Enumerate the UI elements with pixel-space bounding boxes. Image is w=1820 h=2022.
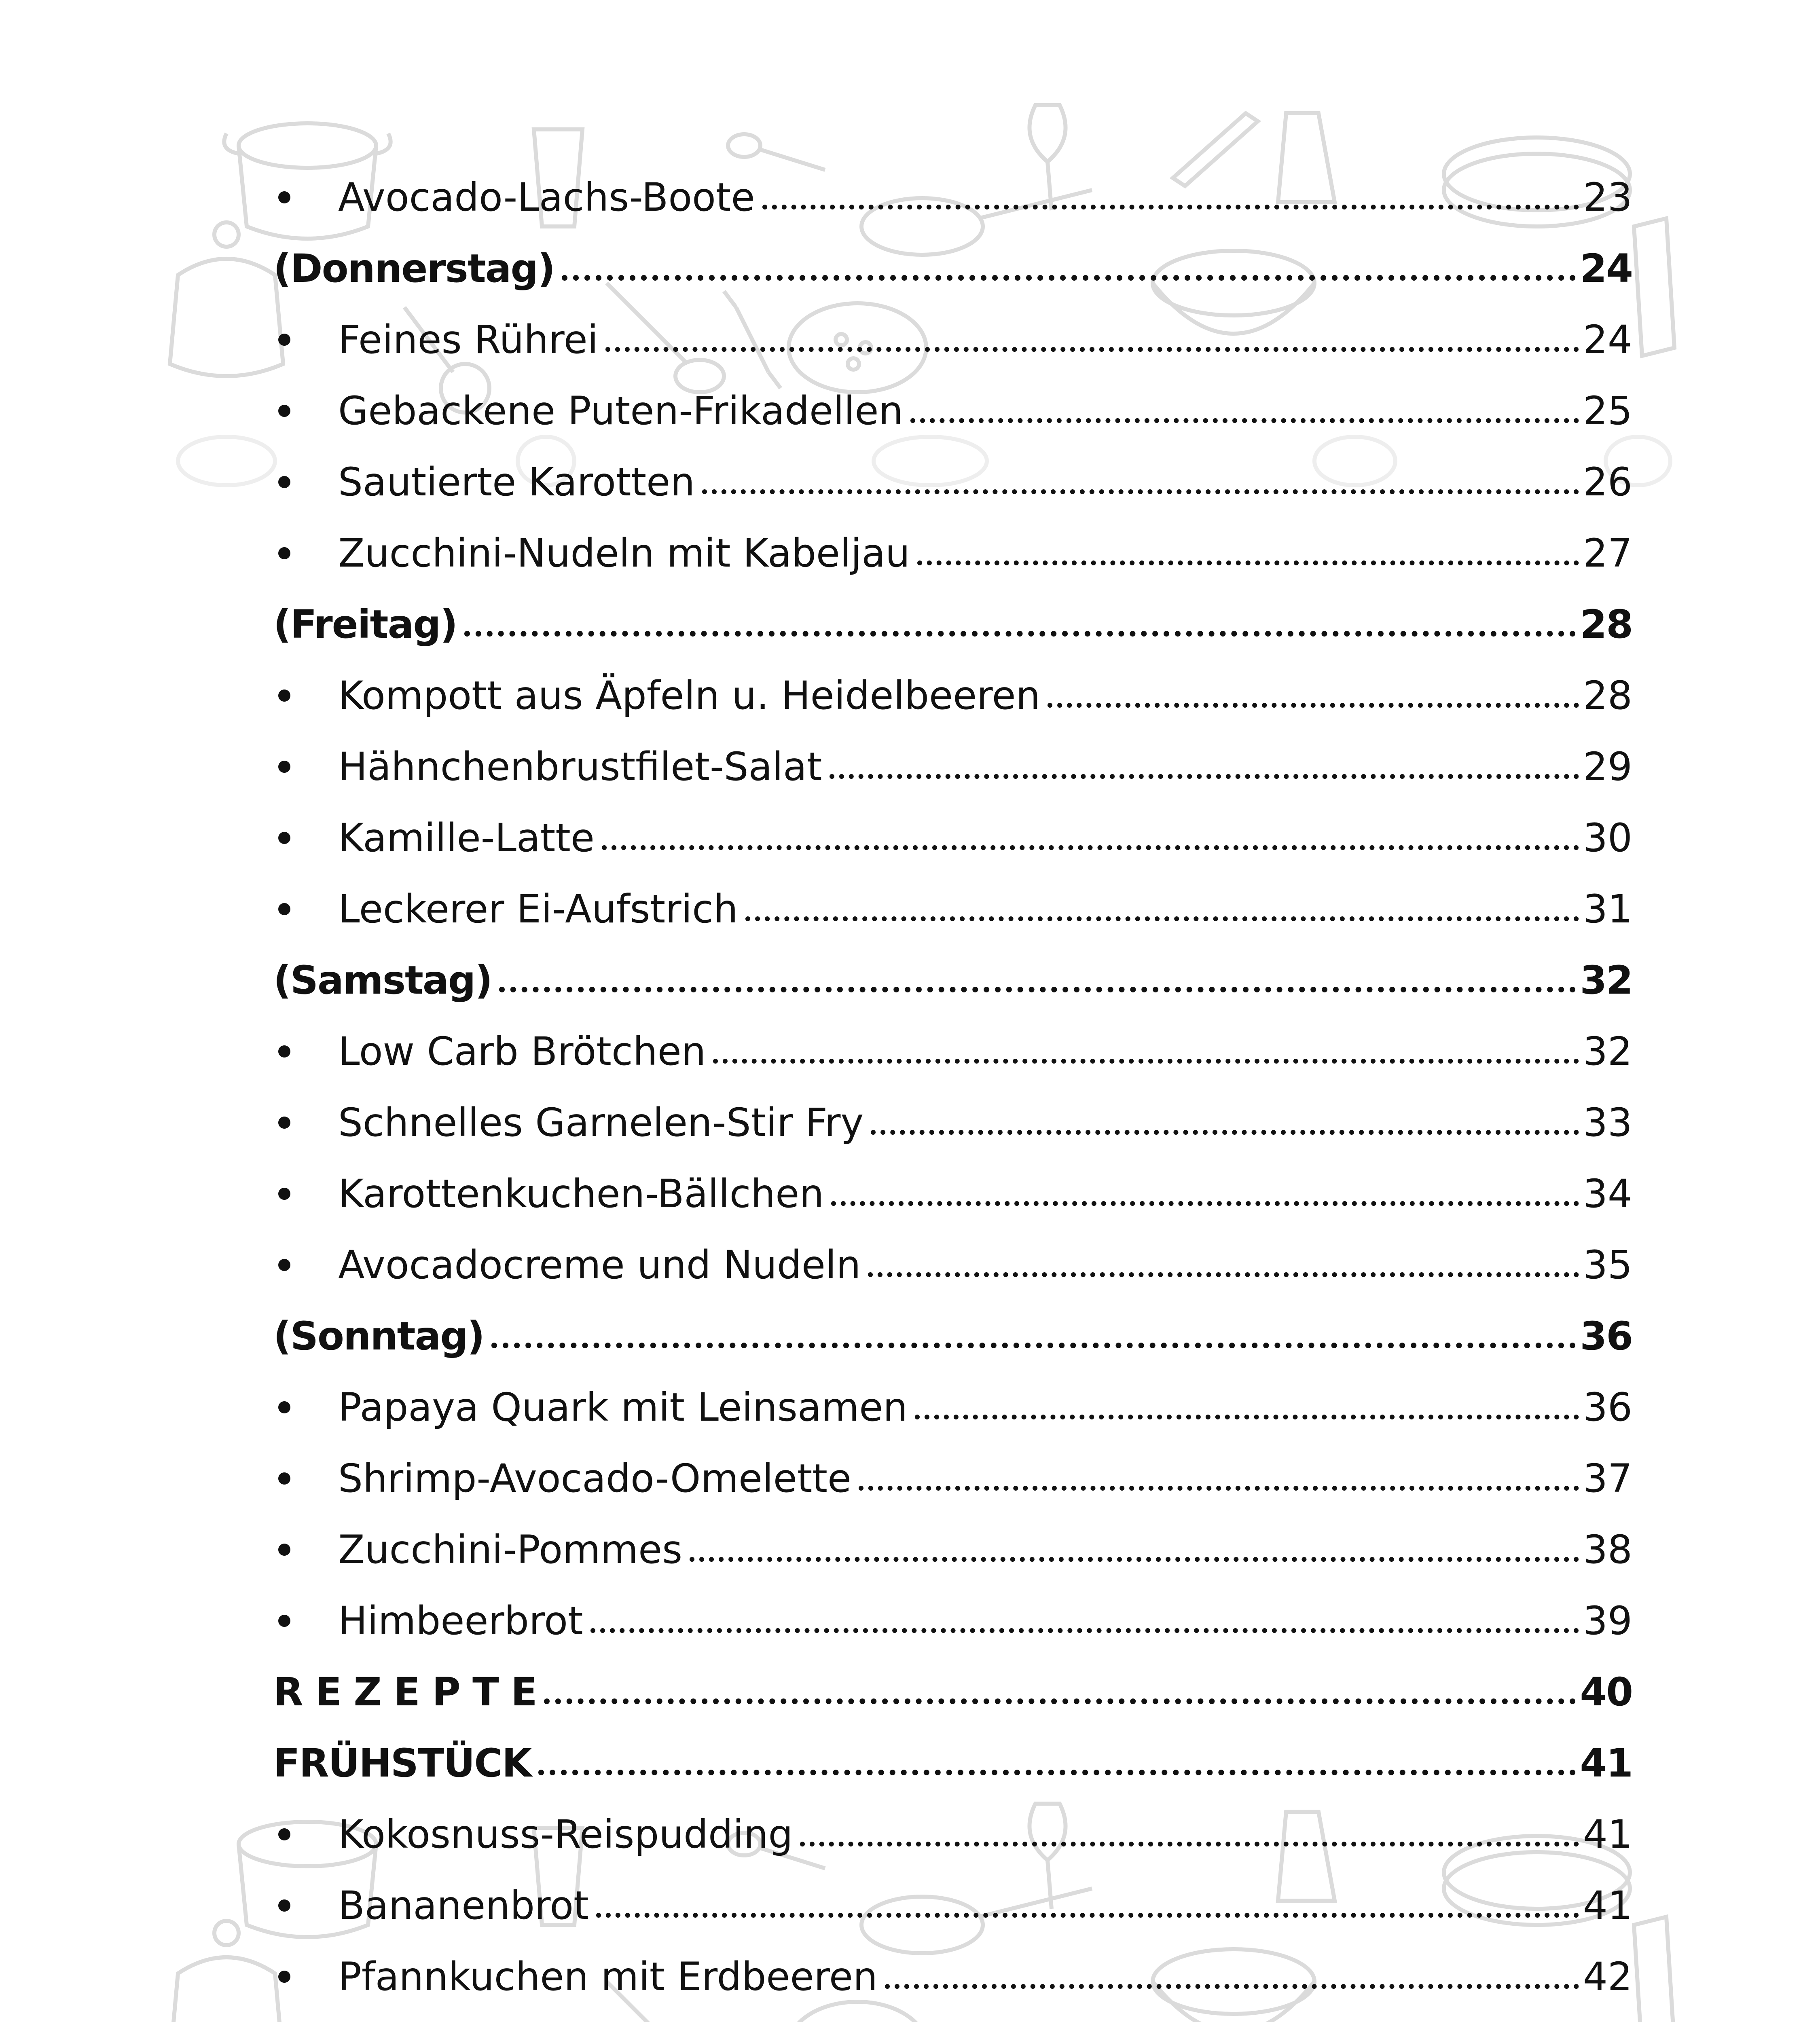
bullet-icon [278,1259,290,1271]
dot-leader [885,1984,1579,1989]
toc-entry-title: Pfannkuchen mit Erdbeeren [338,1954,878,1999]
toc-entry-page: 34 [1583,1171,1632,1216]
dot-leader [602,845,1579,850]
dot-leader [800,1842,1579,1846]
grater-icon [1634,218,1674,356]
bullet-icon [278,1615,290,1627]
toc-entry[interactable] [273,446,1632,518]
bullet-icon [278,1828,290,1840]
toc-entry-title: Zucchini-Pommes [338,1527,683,1572]
toc-entry-page: 23 [1583,175,1632,220]
toc-entry-page: 31 [1583,886,1632,932]
toc-entry-title: Low Carb Brötchen [338,1029,706,1074]
toc-entry-page: 36 [1583,1385,1632,1430]
sugar-bowl-icon [170,1921,283,2022]
bullet-icon [278,1188,290,1200]
bullet-icon [278,405,290,417]
toc-entry[interactable] [273,731,1632,802]
toc-entry-title: Bananenbrot [338,1883,589,1928]
toc-entry-page: 26 [1583,459,1632,505]
toc-entry[interactable] [273,1016,1632,1087]
dot-leader [868,1272,1579,1277]
bullet-icon [278,1401,290,1413]
bullet-icon [278,1899,290,1912]
toc-entry-title: Feines Rührei [338,317,599,362]
toc-entry[interactable] [273,162,1632,233]
toc-entry[interactable] [273,1799,1632,1870]
toc-section[interactable] [273,945,1632,1016]
toc-entry-title: Himbeerbrot [338,1598,583,1643]
bullet-icon [278,832,290,844]
dot-leader [590,1628,1579,1633]
toc-section[interactable] [273,1728,1632,1799]
toc-entry[interactable] [273,660,1632,731]
dot-leader [702,489,1579,494]
toc-entry[interactable] [273,1870,1632,1941]
dot-leader [605,347,1579,352]
bullet-icon [278,690,290,702]
toc-entry-page: 38 [1583,1527,1632,1572]
dot-leader [562,275,1576,281]
bullet-icon [278,476,290,488]
toc-section-page: 32 [1580,958,1632,1003]
toc-section-page: 24 [1580,246,1632,291]
toc-section-page: 41 [1580,1741,1632,1786]
toc-entry-title: Kamille-Latte [338,815,595,861]
toc-entry-title: Gebackene Puten-Frikadellen [338,388,904,434]
toc-entry[interactable] [273,1443,1632,1514]
bullet-icon [278,191,290,203]
dot-leader [499,987,1576,992]
toc-entry[interactable] [273,1514,1632,1585]
toc-entry[interactable] [273,375,1632,446]
toc-entry-page: 39 [1583,1598,1632,1643]
dot-leader [871,1130,1579,1135]
toc-entry-page: 37 [1583,1456,1632,1501]
toc-section-title: (Donnerstag) [273,246,555,291]
toc-entry[interactable] [273,304,1632,375]
toc-entry-page: 25 [1583,388,1632,434]
toc-entry-title: Hähnchenbrustfilet-Salat [338,744,822,789]
toc-section[interactable] [273,589,1632,660]
toc-entry-title: Sautierte Karotten [338,459,695,505]
dot-leader [831,1201,1579,1206]
dot-leader [830,774,1579,779]
toc-entry-page: 33 [1583,1100,1632,1145]
bullet-icon [278,1045,290,1058]
toc-section-page: 40 [1580,1669,1632,1715]
dot-leader [690,1557,1579,1562]
toc-entry-title: Avocadocreme und Nudeln [338,1242,861,1288]
toc-entry[interactable] [273,1941,1632,2012]
dot-leader [491,1343,1576,1348]
bullet-icon [278,547,290,559]
toc-entry-page: 42 [1583,1954,1632,1999]
bullet-icon [278,334,290,346]
toc-entry-page: 27 [1583,531,1632,576]
toc-entry-page: 32 [1583,1029,1632,1074]
bullet-icon [278,1544,290,1556]
toc-section-title: (Samstag) [273,958,492,1003]
bullet-icon [278,761,290,773]
toc-section[interactable] [273,233,1632,304]
toc-section-title: (Sonntag) [273,1313,484,1359]
toc-entry-title: Zucchini-Nudeln mit Kabeljau [338,531,910,576]
toc-entry-page: 30 [1583,815,1632,861]
toc-section-title: R E Z E P T E [273,1669,537,1715]
toc-entry-page: 28 [1583,673,1632,718]
toc-entry[interactable] [273,802,1632,874]
toc-entry-title: Kompott aus Äpfeln u. Heidelbeeren [338,673,1041,718]
table-of-contents [273,162,1632,2012]
dot-leader [1048,703,1579,708]
toc-entry-page: 29 [1583,744,1632,789]
dot-leader [538,1770,1576,1775]
toc-section-page: 28 [1580,602,1632,647]
toc-entry-title: Kokosnuss-Reispudding [338,1812,793,1857]
dot-leader [917,560,1579,565]
toc-section-page: 36 [1580,1313,1632,1359]
bullet-icon [278,1117,290,1129]
toc-section[interactable] [273,1301,1632,1372]
dot-leader [910,418,1579,423]
toc-entry-page: 41 [1583,1883,1632,1928]
toc-entry[interactable] [273,1372,1632,1443]
dot-leader [915,1415,1579,1419]
grater-icon [1634,1917,1674,2022]
toc-entry-title: Shrimp-Avocado-Omelette [338,1456,852,1501]
dot-leader [464,631,1576,637]
toc-entry[interactable] [273,1585,1632,1656]
toc-section[interactable] [273,1656,1632,1728]
toc-entry-title: Avocado-Lachs-Boote [338,175,755,220]
toc-entry-title: Leckerer Ei-Aufstrich [338,886,738,932]
bullet-icon [278,903,290,915]
toc-entry[interactable] [273,518,1632,589]
bullet-icon [278,1472,290,1485]
toc-entry-title: Karottenkuchen-Bällchen [338,1171,824,1216]
toc-section-title: FRÜHSTÜCK [273,1741,531,1786]
toc-entry[interactable] [273,1158,1632,1229]
toc-entry-page: 24 [1583,317,1632,362]
dot-leader [544,1698,1576,1704]
toc-section-title: (Freitag) [273,602,457,647]
toc-entry[interactable] [273,874,1632,945]
toc-entry-page: 41 [1583,1812,1632,1857]
toc-entry-title: Schnelles Garnelen-Stir Fry [338,1100,864,1145]
toc-entry[interactable] [273,1229,1632,1301]
dot-leader [859,1486,1579,1491]
dot-leader [713,1059,1579,1064]
toc-entry-title: Papaya Quark mit Leinsamen [338,1385,908,1430]
dot-leader [745,916,1579,921]
dot-leader [762,205,1579,209]
sugar-bowl-icon [170,222,283,376]
dot-leader [596,1913,1579,1918]
toc-entry[interactable] [273,1087,1632,1158]
bullet-icon [278,1971,290,1983]
toc-entry-page: 35 [1583,1242,1632,1288]
